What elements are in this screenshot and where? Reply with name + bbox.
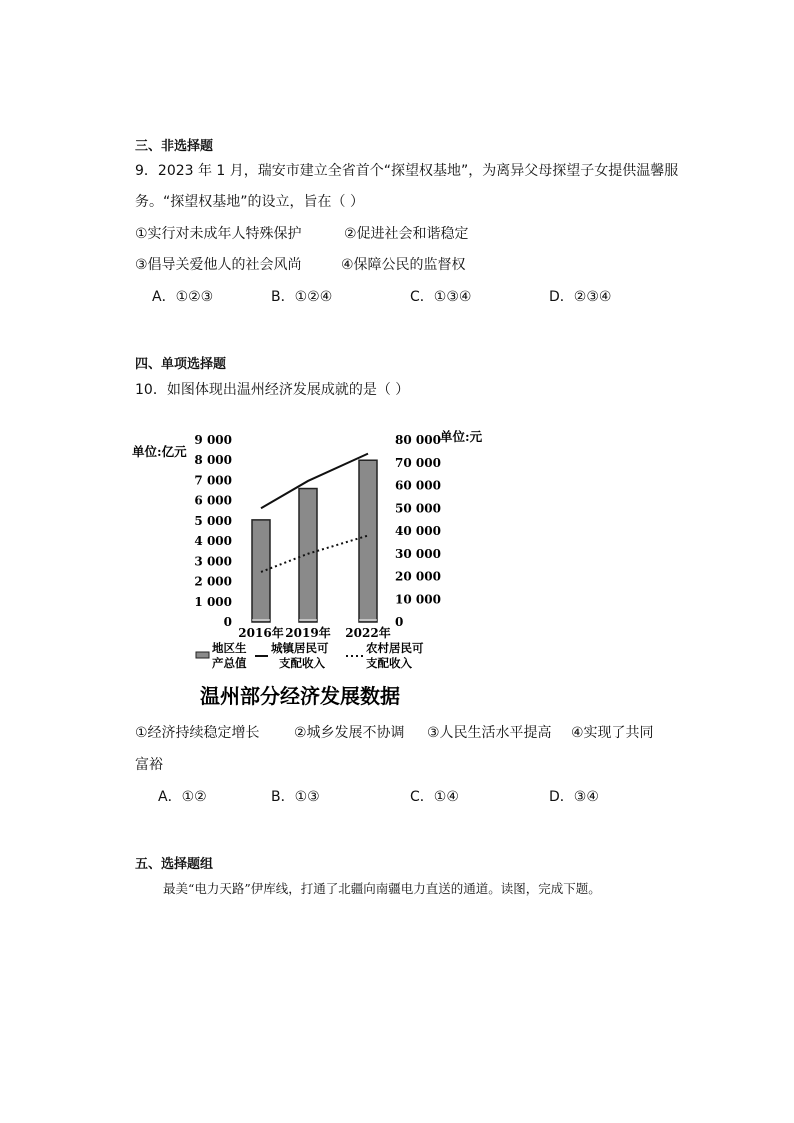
q10-statement-1: ①经济持续稳定增长: [135, 725, 260, 741]
right-axis-tick: 40 000: [395, 524, 441, 538]
left-axis-tick: 2 000: [194, 574, 232, 589]
q9-option-d[interactable]: D．②③④: [549, 289, 612, 305]
q9-stem-line2: 务。“探望权基地”的设立，旨在（ ）: [135, 194, 364, 210]
section-heading-3: 三、非选择题: [135, 139, 214, 154]
right-axis-tick: 0: [395, 615, 404, 629]
legend-gdp-line2: 产总值: [212, 656, 247, 670]
legend-gdp-line1: 地区生: [212, 641, 247, 655]
right-axis-tick: 10 000: [395, 592, 441, 607]
section-heading-5: 五、选择题组: [135, 857, 214, 872]
left-axis-tick: 8 000: [194, 453, 232, 468]
legend-rural-line1: 农村居民可: [366, 641, 424, 655]
q9-statement-1: ①实行对未成年人特殊保护: [135, 226, 302, 242]
legend-urban-line2: 支配收入: [279, 656, 325, 670]
category-label: 2019年: [285, 626, 331, 640]
legend-swatch-gdp: [196, 652, 209, 658]
right-axis-tick: 20 000: [395, 569, 441, 584]
right-axis-tick: 70 000: [395, 455, 441, 470]
category-label: 2022年: [345, 626, 391, 640]
legend-rural-line2: 支配收入: [366, 656, 412, 670]
left-axis-unit: 单位:亿元: [132, 444, 187, 459]
left-axis-tick: 7 000: [194, 473, 232, 488]
category-label: 2016年: [238, 626, 284, 640]
q9-option-b[interactable]: B．①②④: [271, 289, 333, 305]
q10-option-b[interactable]: B．①③: [271, 789, 320, 805]
q10-option-c[interactable]: C．①④: [410, 789, 459, 805]
q10-statement-4-continued: 富裕: [135, 757, 163, 773]
q9-statement-4: ④保障公民的监督权: [341, 257, 466, 273]
q9-stem-line1: 9．2023 年 1 月，瑞安市建立全省首个“探望权基地”，为离异父母探望子女提供温馨服: [135, 163, 679, 179]
q10-statement-2: ②城乡发展不协调: [294, 725, 405, 741]
left-axis-tick: 9 000: [194, 433, 232, 447]
gdp-bar: [359, 460, 377, 622]
right-axis-tick: 30 000: [395, 546, 441, 561]
gdp-bar: [299, 489, 317, 622]
left-axis-tick: 4 000: [194, 534, 232, 549]
section5-intro: 最美“电力天路”伊库线，打通了北疆向南疆电力直送的通道。读图，完成下题。: [163, 881, 601, 896]
right-axis-unit: 单位:元: [440, 429, 483, 444]
q9-statement-2: ②促进社会和谐稳定: [344, 226, 469, 242]
left-axis-tick: 6 000: [194, 493, 232, 508]
q10-statement-3: ③人民生活水平提高: [427, 725, 552, 741]
q10-option-a[interactable]: A．①②: [158, 789, 207, 805]
q9-statement-3: ③倡导关爱他人的社会风尚: [135, 257, 302, 273]
q10-option-d[interactable]: D．③④: [549, 789, 599, 805]
q9-option-a[interactable]: A．①②③: [152, 289, 214, 305]
wenzhou-economy-chart: [128, 425, 500, 715]
q9-option-c[interactable]: C．①③④: [410, 289, 472, 305]
chart-title: 温州部分经济发展数据: [200, 684, 400, 708]
right-axis-tick: 80 000: [395, 433, 441, 447]
left-axis-tick: 1 000: [194, 594, 232, 609]
q10-stem: 10．如图体现出温州经济发展成就的是（ ）: [135, 382, 410, 398]
left-axis-tick: 0: [223, 615, 232, 629]
left-axis-tick: 3 000: [194, 554, 232, 569]
legend-urban-line1: 城镇居民可: [271, 641, 329, 655]
left-axis-tick: 5 000: [194, 513, 232, 528]
right-axis-tick: 50 000: [395, 501, 441, 516]
section-heading-4: 四、单项选择题: [135, 357, 227, 372]
q10-statement-4: ④实现了共同: [571, 725, 654, 741]
right-axis-tick: 60 000: [395, 478, 441, 493]
